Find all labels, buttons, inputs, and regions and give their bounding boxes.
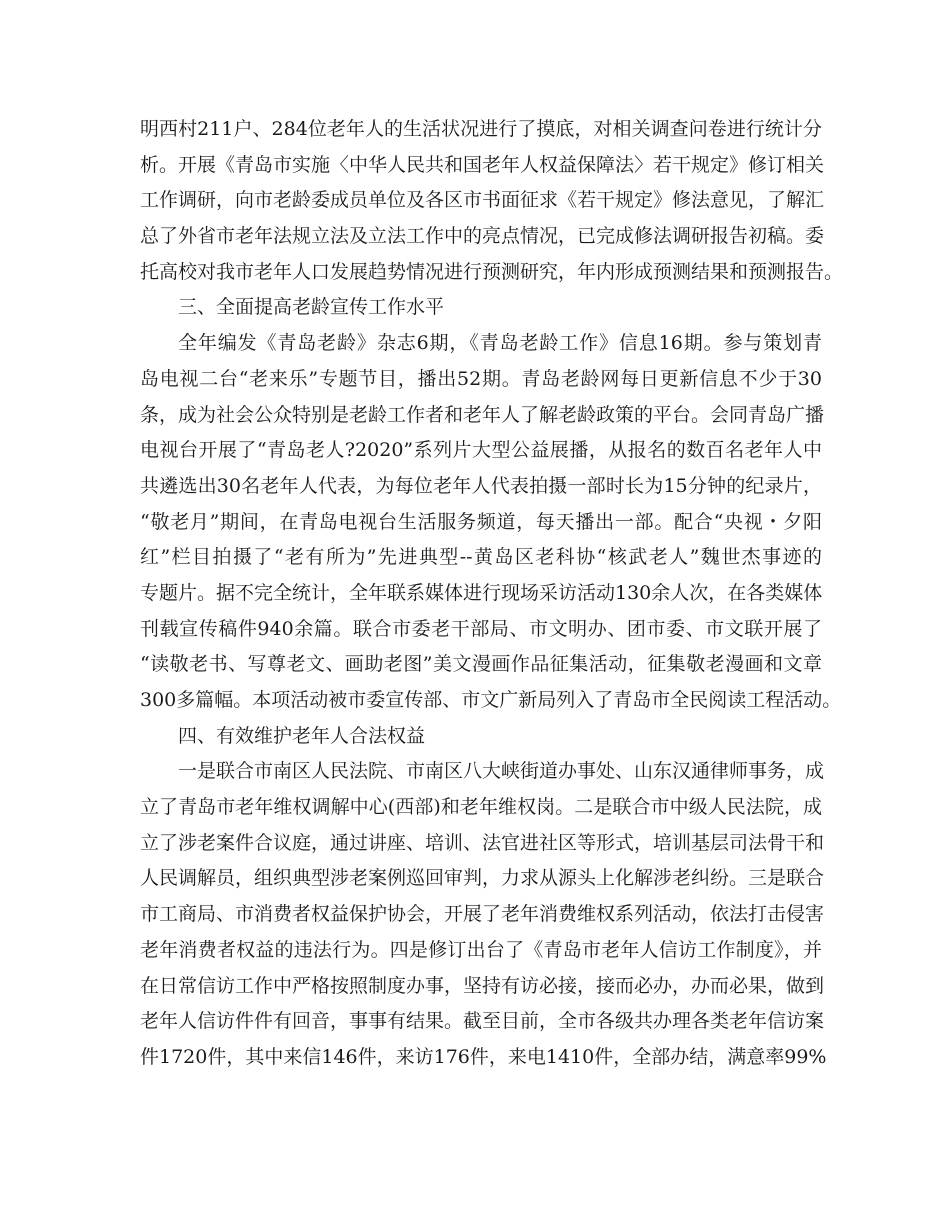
text-line: 全年编发《青岛老龄》杂志6期，《青岛老龄工作》信息16期。参与策划青	[178, 332, 822, 355]
text-line: 市工商局、市消费者权益保护协会，开展了老年消费维权系列活动，依法打击侵害	[140, 903, 825, 926]
text-line: 明西村211户、284位老年人的生活状况进行了摸底，对相关调查问卷进行统计分	[140, 118, 822, 140]
document-body	[140, 112, 844, 1076]
text-line: 工作调研，向市老龄委成员单位及各区市书面征求《若干规定》修法意见，了解汇	[140, 189, 825, 212]
text-line: 立了涉老案件合议庭，通过讲座、培训、法官进社区等形式，培训基层司法骨干和	[140, 831, 825, 854]
text-line: 岛电视二台“老来乐”专题节目，播出52期。青岛老龄网每日更新信息不少于30	[140, 367, 822, 390]
text-line: 老年消费者权益的违法行为。四是修订出台了《青岛市老年人信访工作制度》，并	[140, 938, 822, 961]
text-line: 专题片。据不完全统计，全年联系媒体进行现场采访活动130余人次，在各类媒体	[140, 581, 823, 604]
text-line: 托高校对我市老年人口发展趋势情况进行预测研究，年内形成预测结果和预测报告。	[140, 260, 844, 283]
section-heading-rights	[140, 719, 822, 755]
section-heading: 三、全面提高老龄宣传工作水平	[178, 296, 445, 319]
text-line: “敬老月”期间，在青岛电视台生活服务频道，每天播出一部。配合“央视・夕阳	[140, 510, 822, 533]
text-line: 人民调解员，组织典型涉老案例巡回审判，力求从源头上化解涉老纠纷。三是联合	[140, 867, 825, 890]
section-heading-publicity	[140, 290, 822, 326]
text-line: “读敬老书、写尊老文、画助老图”美文漫画作品征集活动，征集敬老漫画和文章	[140, 653, 822, 676]
text-line: 一是联合市南区人民法院、市南区八大峡街道办事处、山东汉通律师事务，成	[178, 760, 825, 783]
text-line: 红”栏目拍摄了“老有所为”先进典型--黄岛区老科协“核武老人”魏世杰事迹的	[140, 546, 822, 569]
text-line: 电视台开展了“青岛老人?2020”系列片大型公益展播，从报名的数百名老年人中	[140, 439, 822, 462]
section-heading: 四、有效维护老年人合法权益	[178, 724, 426, 747]
text-line: 300多篇幅。本项活动被市委宣传部、市文广新局列入了青岛市全民阅读工程活动。	[140, 689, 842, 711]
text-line: 析。开展《青岛市实施〈中华人民共和国老年人权益保障法〉若干规定》修订相关	[140, 153, 825, 176]
text-line: 件1720件，其中来信146件，来访176件，来电1410件，全部办结，满意率99%	[140, 1045, 827, 1068]
paragraph-survey	[140, 112, 844, 290]
paragraph-publicity	[140, 326, 842, 719]
text-line: 总了外省市老年法规立法及立法工作中的亮点情况，已完成修法调研报告初稿。委	[140, 225, 825, 248]
text-line: 立了青岛市老年维权调解中心(西部)和老年维权岗。二是联合市中级人民法院，成	[140, 796, 822, 819]
text-line: 在日常信访工作中严格按照制度办事，坚持有访必接，接而必办，办而必果，做到	[140, 974, 825, 997]
text-line: 共遴选出30名老年人代表，为每位老年人代表拍摄一部时长为15分钟的纪录片，	[140, 474, 822, 497]
text-line: 刊载宣传稿件940余篇。联合市委老干部局、市文明办、团市委、市文联开展了	[140, 617, 822, 640]
text-line: 老年人信访件件有回音，事事有结果。截至目前，全市各级共办理各类老年信访案	[140, 1010, 825, 1033]
text-line: 条，成为社会公众特别是老龄工作者和老年人了解老龄政策的平台。会同青岛广播	[140, 403, 825, 426]
paragraph-rights	[140, 754, 827, 1075]
